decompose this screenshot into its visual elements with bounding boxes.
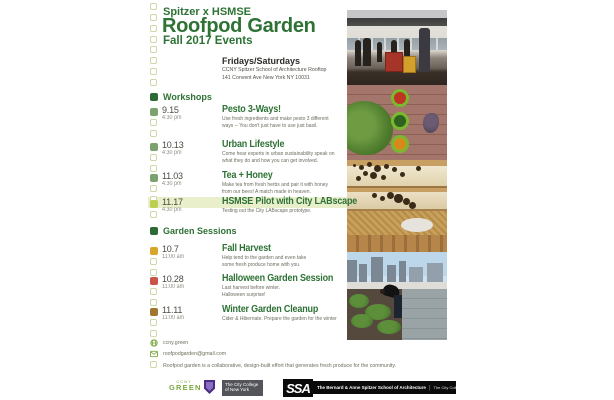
rail-checkbox xyxy=(150,46,157,53)
poster-title: Roofpod Garden xyxy=(162,15,316,37)
rail-checkbox xyxy=(150,14,157,21)
event-bullet xyxy=(150,277,158,285)
ccny-green-logo xyxy=(169,379,202,392)
city-college-name: The City College of New York xyxy=(433,385,486,390)
note-checkbox xyxy=(150,361,157,368)
event-date: 9.15 xyxy=(162,105,179,115)
city-college-logo xyxy=(222,380,263,396)
ccny-green-logo-top: CCNY xyxy=(176,379,192,384)
event-title: Fall Harvest xyxy=(222,243,271,254)
event-title: Pesto 3-Ways! xyxy=(222,104,281,115)
website-text: ccny.green xyxy=(163,340,189,346)
address-line: 141 Convent Ave New York NY 10031 xyxy=(222,75,310,81)
rail-checkbox xyxy=(150,319,157,326)
rail-checkbox xyxy=(150,288,157,295)
mail-icon xyxy=(150,350,158,358)
rail-checkbox xyxy=(150,130,157,137)
globe-icon xyxy=(150,339,158,347)
rail-checkbox xyxy=(150,165,157,172)
event-time: 11:00 am xyxy=(162,254,185,260)
event-bullet xyxy=(150,247,158,255)
rail-checkbox xyxy=(150,119,157,126)
event-bullet xyxy=(150,174,158,182)
rail-checkbox xyxy=(150,258,157,265)
rail-checkbox xyxy=(150,211,157,218)
rail-checkbox xyxy=(150,68,157,75)
bowl-red-peppers xyxy=(391,89,409,107)
person-figure xyxy=(419,28,430,72)
rail-checkbox xyxy=(150,79,157,86)
event-time: 4:30 pm xyxy=(162,150,182,156)
event-date: 11.11 xyxy=(162,305,183,315)
event-description: Make tea from fresh herbs and pair it with honey from our bees! A match made in heaven. xyxy=(222,182,328,195)
note-text: Roofpod garden is a collaborative, design-built effort that generates fresh produce for the community. xyxy=(163,363,397,369)
section-label: Workshops xyxy=(163,92,212,102)
event-urban-lifestyle xyxy=(148,141,478,175)
photo-rooftop-beehive-people xyxy=(347,10,447,85)
spitzer-school-name: The Bernard & Anne Spitzer School of Architecture xyxy=(317,385,426,390)
rail-checkbox xyxy=(150,3,157,10)
event-description: Help tend to the garden and even take some fresh produce home with you. xyxy=(222,255,307,268)
person-figure xyxy=(404,39,410,57)
event-date: 10.28 xyxy=(162,274,184,284)
ccny-shield-icon xyxy=(204,380,215,394)
rail-checkbox xyxy=(150,154,157,161)
poster-subtitle: Fall 2017 Events xyxy=(163,35,253,47)
brand-line: Spitzer x HSMSE xyxy=(163,6,252,18)
event-description: Come hear experts in urban sustainability speak on what they do and how you can get involved. xyxy=(222,151,335,164)
rail-checkbox xyxy=(150,185,157,192)
spitzer-school-bar xyxy=(313,381,508,394)
ccny-green-logo-text: GREEN xyxy=(169,383,202,392)
event-time: 4:30 pm xyxy=(162,115,182,121)
event-bullet xyxy=(150,143,158,151)
event-title: HSMSE Pilot with City LABscape xyxy=(222,196,358,207)
event-winter-cleanup xyxy=(148,306,478,340)
event-bullet xyxy=(150,108,158,116)
email-text: roofpodgarden@gmail.com xyxy=(163,351,227,357)
event-bullet xyxy=(150,200,158,208)
section-label: Garden Sessions xyxy=(163,226,237,236)
event-date: 11.17 xyxy=(162,197,183,207)
section-bullet xyxy=(150,93,158,101)
ssa-logo: SSA xyxy=(283,379,313,397)
rail-checkbox xyxy=(150,25,157,32)
person-figure xyxy=(355,40,361,66)
separator: | xyxy=(428,384,431,391)
event-time: 11:00 am xyxy=(162,315,185,321)
person-figure xyxy=(377,42,382,62)
event-time: 4:30 pm xyxy=(162,207,182,213)
event-date: 11.03 xyxy=(162,171,183,181)
event-title: Urban Lifestyle xyxy=(222,139,285,150)
event-time: 11:00 am xyxy=(162,284,185,290)
event-title: Halloween Garden Session xyxy=(222,273,334,284)
beehive-yellow-box xyxy=(403,56,416,73)
venue-line: CCNY Spitzer School of Architecture Rooftop xyxy=(222,67,327,73)
event-description: Testing out the City LABscape prototype. xyxy=(222,208,312,214)
rail-checkbox xyxy=(150,299,157,306)
beehive-red-box xyxy=(385,52,403,72)
rail-checkbox xyxy=(150,57,157,64)
event-description: Last harvest before winter. Halloween surprise! xyxy=(222,285,281,298)
separator: | xyxy=(488,384,491,391)
schedule-days: Fridays/Saturdays xyxy=(222,56,301,66)
event-title: Tea + Honey xyxy=(222,170,273,181)
building-windows xyxy=(347,38,447,50)
event-date: 10.13 xyxy=(162,140,184,150)
event-title: Winter Garden Cleanup xyxy=(222,304,319,315)
person-figure xyxy=(363,38,371,66)
event-description: Use fresh ingredients and make pesto 3 different ways -- You don't just have to use just basil. xyxy=(222,116,329,129)
event-date: 10.7 xyxy=(162,244,179,254)
event-bullet xyxy=(150,308,158,316)
section-bullet xyxy=(150,227,158,235)
rail-checkbox xyxy=(150,330,157,337)
city-college-line1: The City College xyxy=(225,382,259,387)
event-pesto xyxy=(148,106,478,140)
event-time: 4:30 pm xyxy=(162,181,182,187)
cuny-logo-text: CUNY xyxy=(493,384,508,391)
rail-checkbox xyxy=(150,36,157,43)
event-description: Cider & Hibernate. Prepare the garden for the winter xyxy=(222,316,337,322)
city-college-line2: of New York xyxy=(225,386,250,392)
